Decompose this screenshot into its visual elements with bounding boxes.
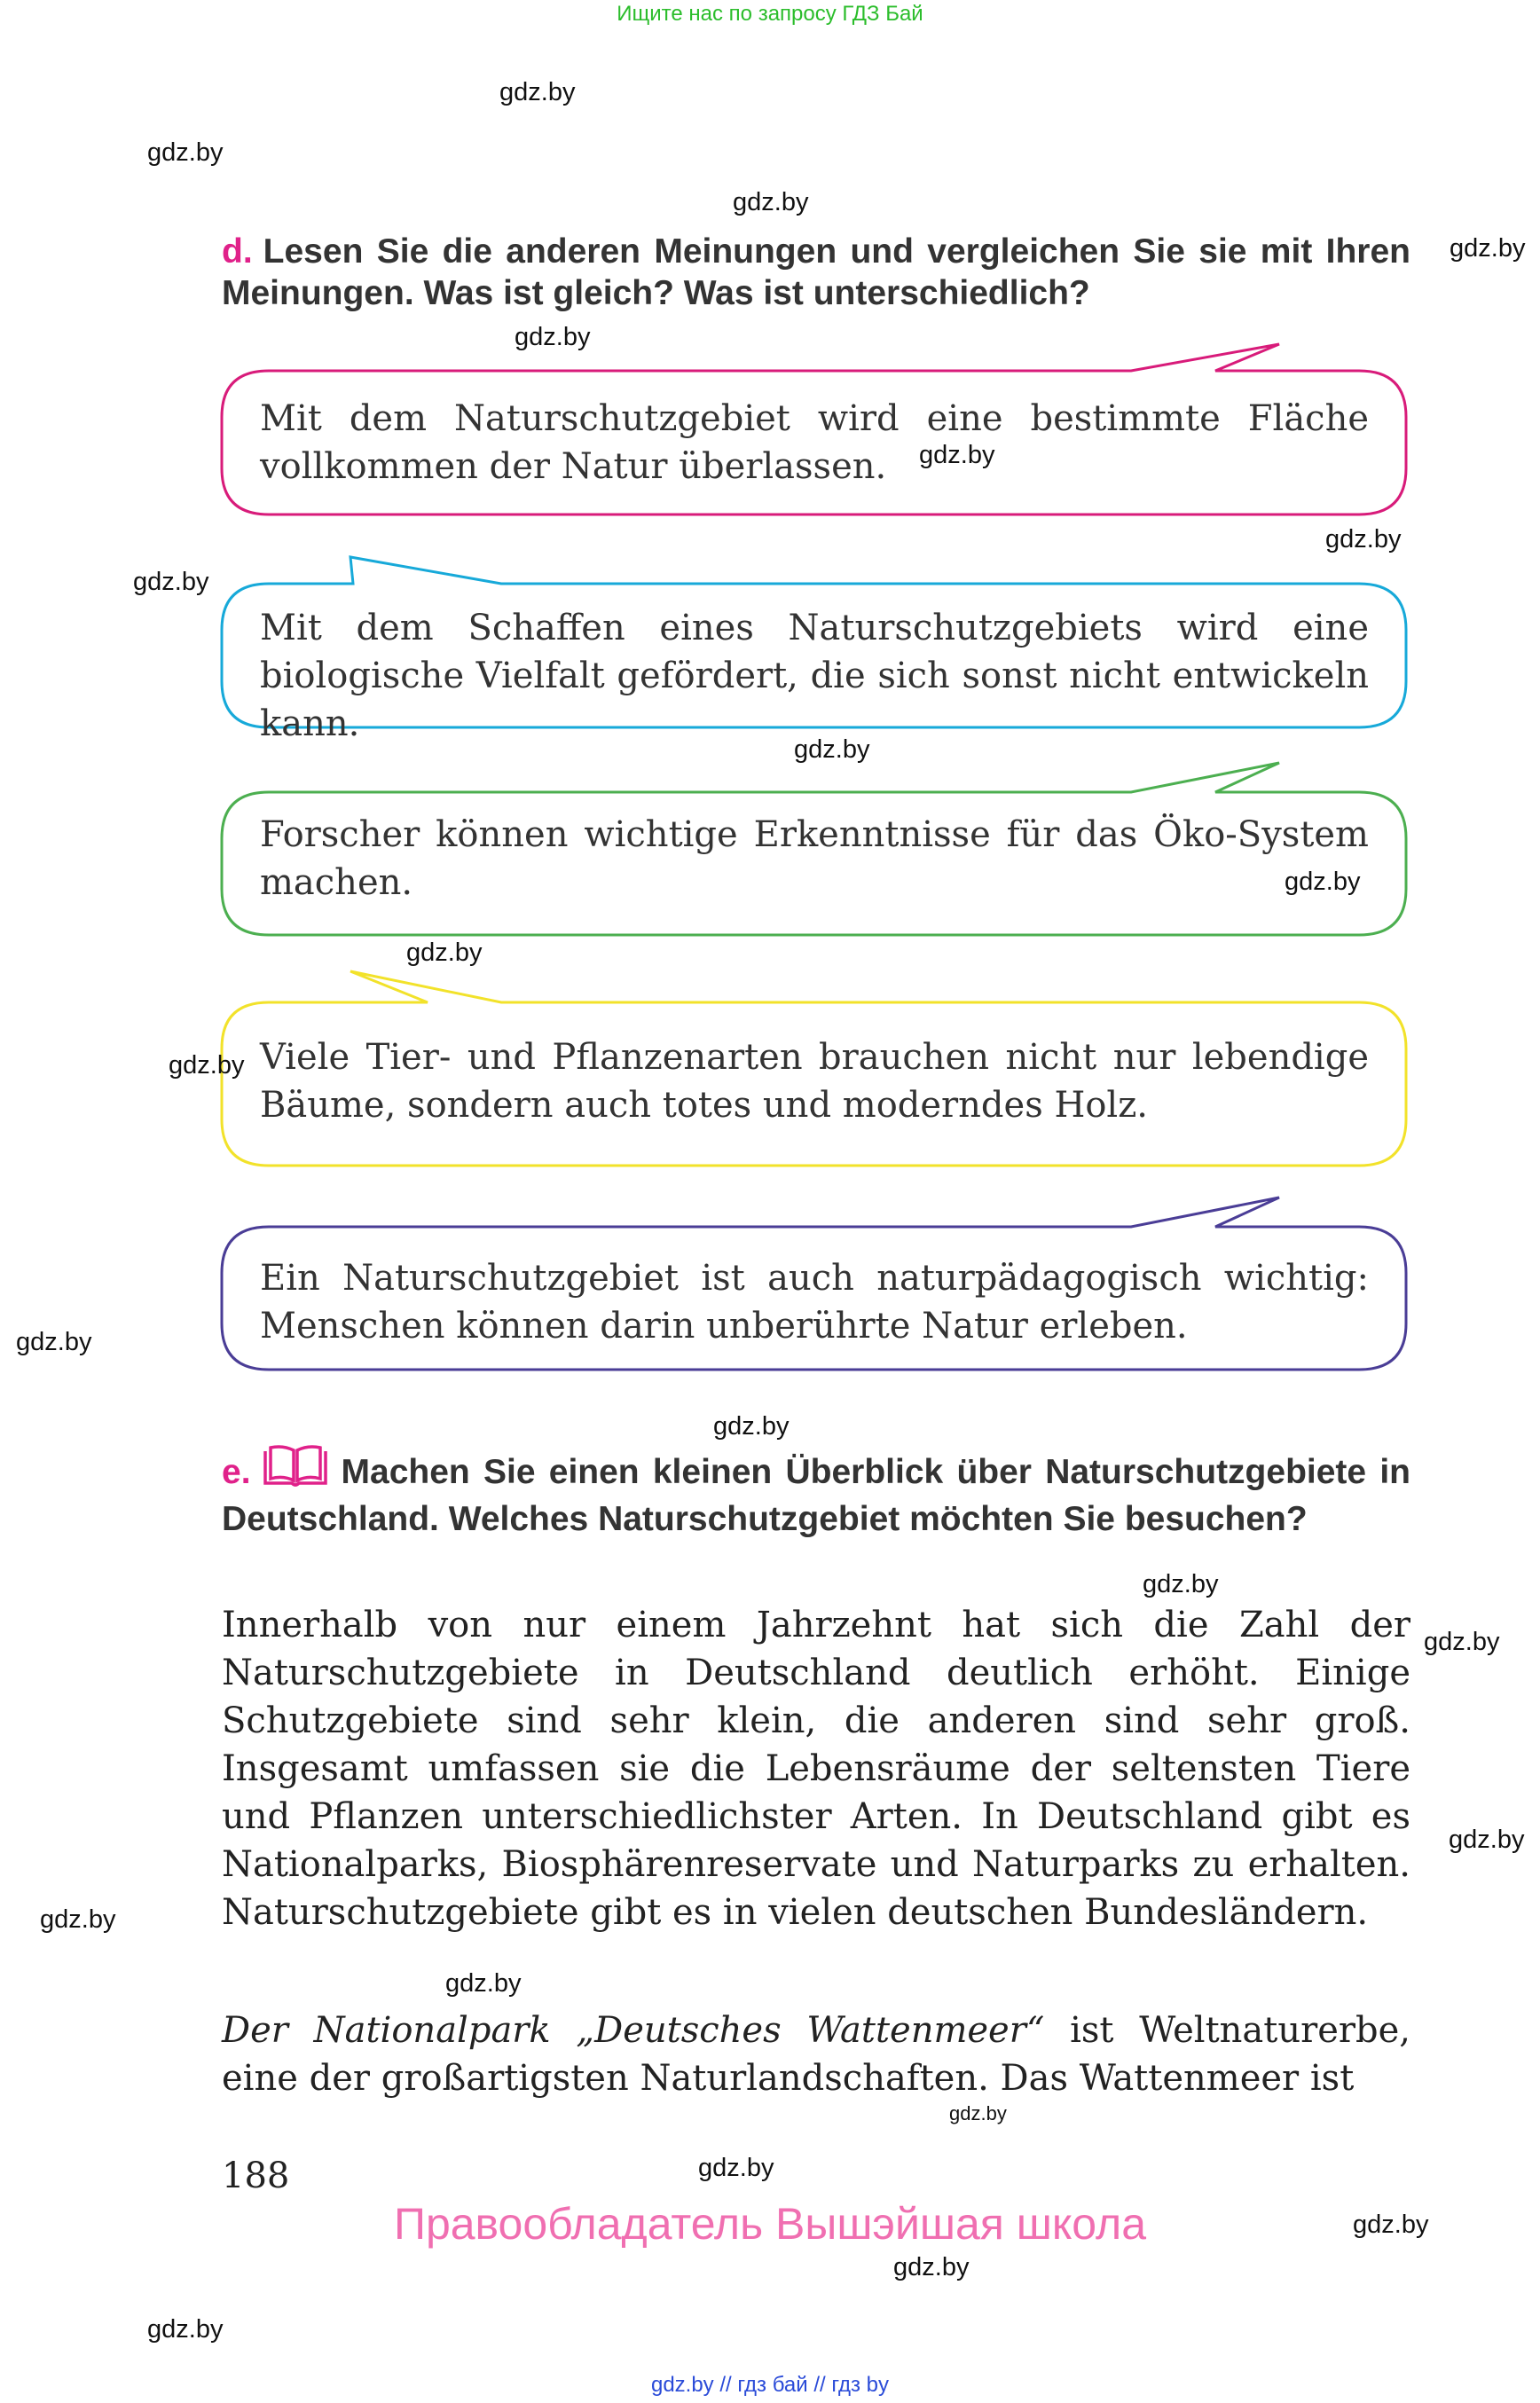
watermark: gdz.by <box>794 735 870 764</box>
watermark: gdz.by <box>406 938 483 967</box>
copyright-text: Правообладатель Вышэйшая школа <box>394 2199 1146 2249</box>
top-banner[interactable]: Ищите нас по запросу ГДЗ Бай <box>617 2 923 26</box>
watermark: gdz.by <box>1353 2211 1429 2239</box>
bubble-3-text: Forscher können wichtige Erkenntnisse für das Öko-System machen. <box>260 814 1369 903</box>
paragraph-2-rest: ist Weltnaturerbe, eine der großartigsten Naturlandschaften. Das Wattenmeer ist <box>222 2010 1410 2099</box>
bubble-1-text: Mit dem Naturschutzgebiet wird eine bestimmte Fläche vollkommen der Natur überlassen. <box>260 398 1369 487</box>
watermark: gdz.by <box>1450 234 1526 263</box>
book-icon <box>262 1444 329 1498</box>
watermark: gdz.by <box>949 2102 1007 2124</box>
watermark: gdz.by <box>147 2315 224 2344</box>
paragraph-2-italic: Der Nationalpark „Deutsches Wattenmeer“ <box>222 2010 1045 2051</box>
watermark: gdz.by <box>16 1328 92 1356</box>
watermark: gdz.by <box>133 568 209 596</box>
task-e-letter: e. <box>222 1453 251 1491</box>
bubble-2-text: Mit dem Schaffen eines Naturschutzgebiets wird eine biologische Vielfalt gefördert, die sich sonst nicht entwickeln kann. <box>260 608 1369 744</box>
watermark: gdz.by <box>698 2154 774 2182</box>
watermark: gdz.by <box>1424 1628 1500 1656</box>
page-number: 188 <box>222 2156 290 2196</box>
watermark: gdz.by <box>147 138 224 167</box>
footer-links[interactable]: gdz.by // гдз бай // гдз by <box>650 2373 890 2397</box>
task-e <box>222 1444 1410 1540</box>
task-d-letter: d. <box>222 232 253 271</box>
watermark: gdz.by <box>1143 1570 1219 1598</box>
watermark: gdz.by <box>733 188 809 216</box>
bubble-5-text: Ein Naturschutzgebiet ist auch naturpädagogisch wichtig: Menschen können darin unberührte Natur erleben. <box>260 1258 1369 1347</box>
paragraph-1: Innerhalb von nur einem Jahrzehnt hat sich die Zahl der Naturschutzgebiete in Deutschland deutlich erhöht. Einige Schutzgebiete sind sehr klein, die anderen sind sehr groß. Insgesamt umfassen sie die Lebensräume der seltensten Tiere und Pflanzen unterschiedlichster Arten. In Deutschland gibt es Nationalparks, Biosphärenreservate und Naturparks zu erhalten. Naturschutzgebiete gibt es in vielen deutschen Bundesländern. <box>222 1605 1410 1933</box>
task-d-text: Lesen Sie die anderen Meinungen und vergleichen Sie sie mit Ihren Meinungen. Was ist gleich? Was ist unterschiedlich? <box>222 232 1410 312</box>
watermark: gdz.by <box>169 1051 245 1080</box>
watermark: gdz.by <box>1449 1826 1525 1854</box>
watermark: gdz.by <box>515 323 591 351</box>
watermark: gdz.by <box>40 1905 116 1934</box>
watermark: gdz.by <box>1325 525 1402 554</box>
bubble-4-text: Viele Tier- und Pflanzenarten brauchen nicht nur lebendige Bäume, sondern auch totes und moderndes Holz. <box>260 1037 1369 1126</box>
watermark: gdz.by <box>445 1969 522 1998</box>
watermark: gdz.by <box>893 2253 970 2281</box>
task-d <box>222 231 1410 314</box>
watermark: gdz.by <box>713 1412 790 1441</box>
paragraph-2 <box>222 2006 1410 2102</box>
watermark: gdz.by <box>1285 868 1361 896</box>
task-e-text: Machen Sie einen kleinen Überblick über Naturschutzgebiete in Deutschland. Welches Naturschutzgebiet möchten Sie besuchen? <box>222 1453 1410 1538</box>
watermark: gdz.by <box>499 78 576 106</box>
watermark: gdz.by <box>919 441 995 469</box>
